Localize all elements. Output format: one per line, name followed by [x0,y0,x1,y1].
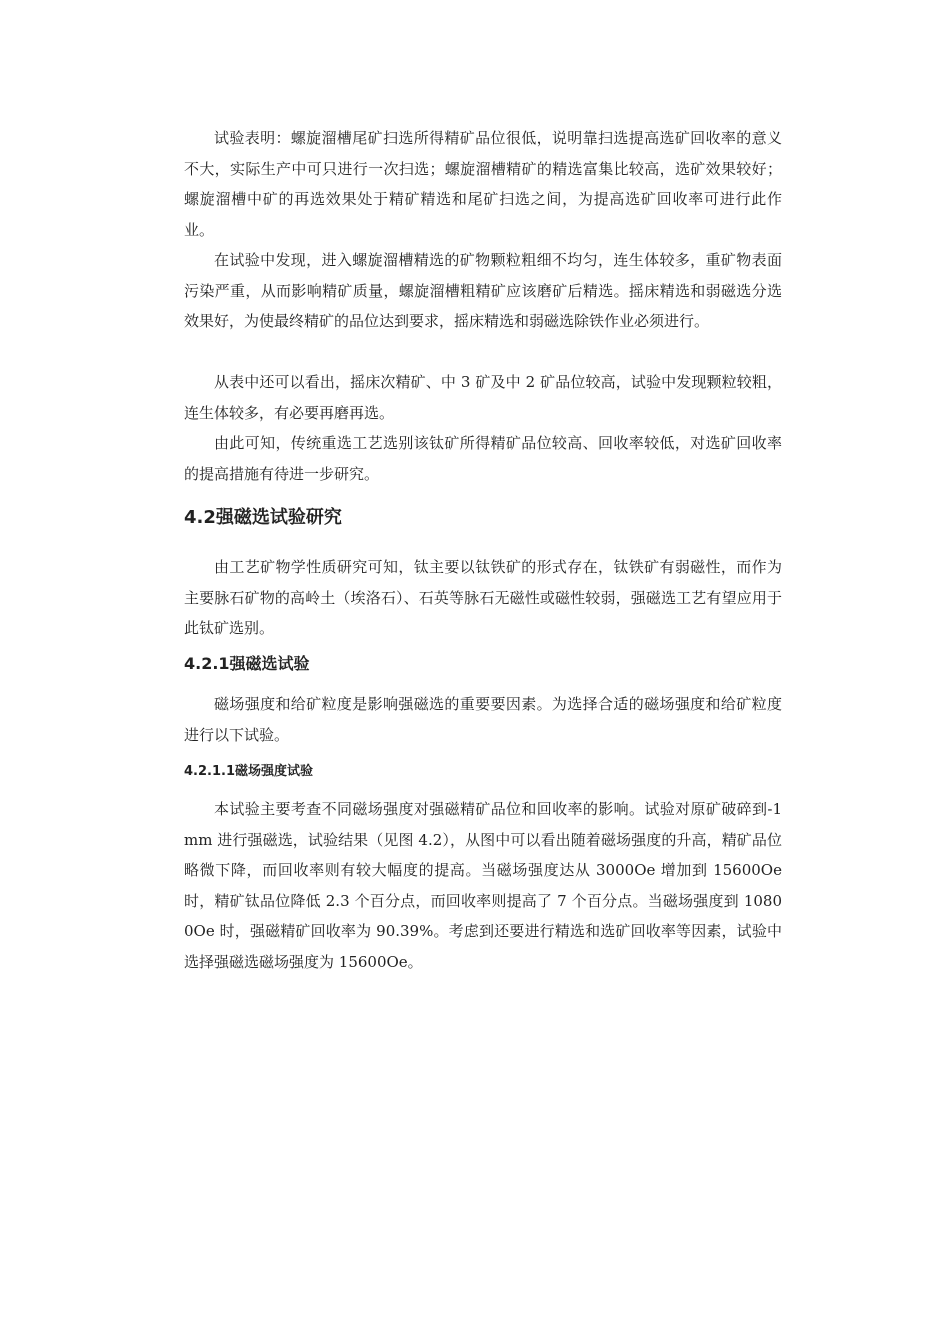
section-heading-4-2: 4.2强磁选试验研究 [184,507,342,528]
paragraph-table-observation: 从表中还可以看出，摇床次精矿、中 3 矿及中 2 矿品位较高，试验中发现颗粒较粗，连生体较多，有必要再磨再选。 [184,373,782,422]
paragraph-test-factors: 磁场强度和给矿粒度是影响强磁选的重要要因素。为选择合适的磁场强度和给矿粒度进行以下试验。 [184,695,782,744]
paragraph-magnetic-intro: 由工艺矿物学性质研究可知，钛主要以钛铁矿的形式存在，钛铁矿有弱磁性，而作为主要脉石矿物的高岭土（埃洛石）、石英等脉石无磁性或磁性较弱，强磁选工艺有望应用于此钛矿选别。 [184,558,782,637]
section-heading-4-2-1-1: 4.2.1.1磁场强度试验 [184,764,313,779]
paragraph-spiral-chute-results: 试验表明：螺旋溜槽尾矿扫选所得精矿品位很低，说明靠扫选提高选矿回收率的意义不大，实际生产中可只进行一次扫选；螺旋溜槽精矿的精选富集比较高，选矿效果较好；螺旋溜槽中矿的再选效果处于精矿精选和尾矿扫选之间，为提高选矿回收率可进行此作业。 [184,129,782,239]
paragraph-test-findings: 在试验中发现，进入螺旋溜槽精选的矿物颗粒粗细不均匀，连生体较多，重矿物表面污染严重，从而影响精矿质量，螺旋溜槽粗精矿应该磨矿后精选。摇床精选和弱磁选分选效果好，为使最终精矿的品位达到要求，摇床精选和弱磁选除铁作业必须进行。 [184,251,782,330]
paragraph-field-strength-test: 本试验主要考查不同磁场强度对强磁精矿品位和回收率的影响。试验对原矿破碎到-1mm 进行强磁选，试验结果（见图 4.2），从图中可以看出随着磁场强度的升高，精矿品位略微下降，而回收率则有较大幅度的提高。当磁场强度达从 3000Oe 增加到 15600Oe 时，精矿钛品位降低 2.3 个百分点，而回收率则提高了 7 个百分点。当磁场强度到 10800Oe 时，强磁精矿回收率为 90.39%。考虑到还要进行精选和选矿回收率等因素，试验中选择强磁选磁场强度为 15600Oe。 [184,800,782,971]
paragraph-gravity-conclusion: 由此可知，传统重选工艺选别该钛矿所得精矿品位较高、回收率较低，对选矿回收率的提高措施有待进一步研究。 [184,434,782,483]
section-heading-4-2-1: 4.2.1强磁选试验 [184,654,310,673]
